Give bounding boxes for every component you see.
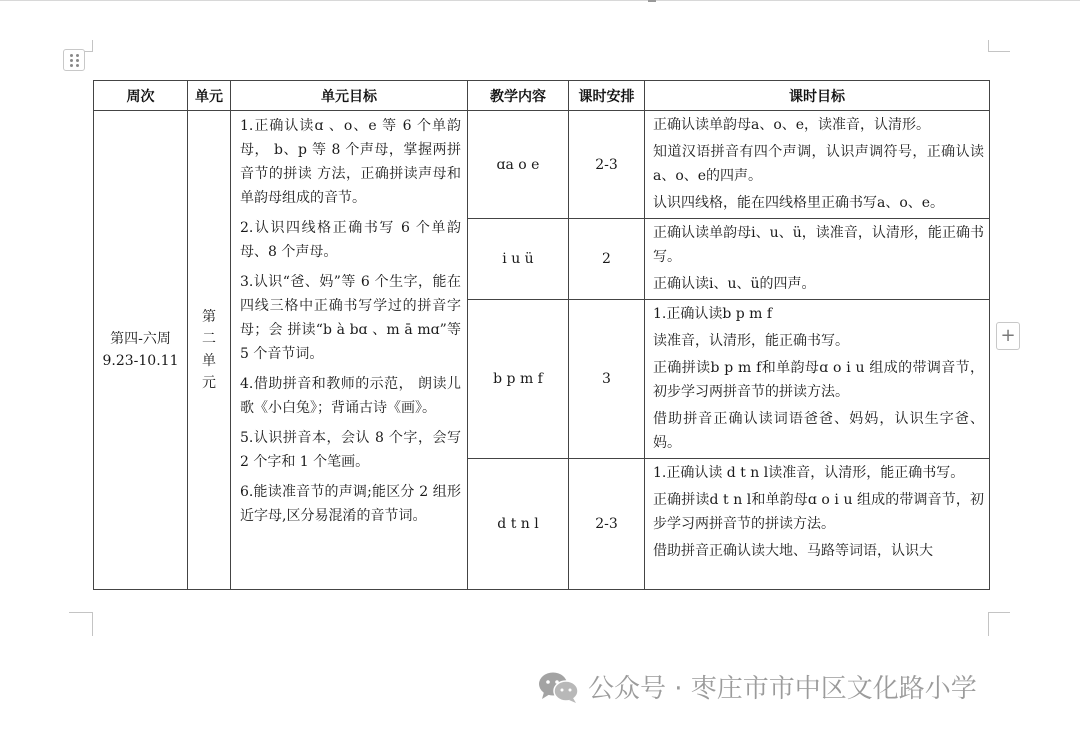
objectives-cell [645,300,990,459]
table-row [94,111,990,219]
page-marker [648,0,656,2]
objective-item: 读准音，认清形，能正确书写。 [653,333,849,349]
crop-mark-top-right-v [988,40,989,52]
crop-mark-bottom-left-v [92,612,93,636]
wechat-icon [538,670,580,704]
objectives-cell [645,219,990,300]
content-cell: i u ü [468,219,569,300]
objective-item: 借助拼音正确认读词语爸爸、妈妈，认识生字爸、妈。 [653,411,984,451]
crop-mark-top-right-h [988,51,1010,52]
hours-cell: 2-3 [569,459,645,590]
objective-item: 正确认读单韵母a、o、e，读准音，认清形。 [653,117,931,133]
header-unit-goals: 单元目标 [231,81,468,111]
week-text: 第四-六周 9.23-10.11 [102,331,179,369]
unit-goal-item: 5.认识拼音本，会认 8 个字，会写 2 个字和 1 个笔画。 [240,430,461,470]
objective-item: 认识四线格，能在四线格里正确书写a、o、e。 [653,195,945,211]
unit-cell [188,111,231,590]
crop-mark-bottom-right-h [988,612,1010,613]
header-content: 教学内容 [468,81,569,111]
content-cell: d t n l [468,459,569,590]
header-week: 周次 [94,81,188,111]
content-cell: ɑa o e [468,111,569,219]
unit-goal-item: 1.正确认读ɑ 、o、e 等 6 个单韵母， b、p 等 8 个声母，掌握两拼音节的拼读 方法，正确拼读声母和单韵母组成的音节。 [240,118,461,206]
watermark [538,668,977,705]
objective-item: 1.正确认读b p m f [653,306,773,322]
objective-item: 正确认读单韵母i、u、ü，读准音，认清形，能正确书写。 [653,225,984,265]
objectives-cell [645,111,990,219]
watermark-text: 公众号 · 枣庄市市中区文化路小学 [588,674,977,704]
unit-goals-cell [231,111,468,590]
hours-cell: 2-3 [569,111,645,219]
content-cell: b p m f [468,300,569,459]
week-cell [94,111,188,590]
objectives-cell [645,459,990,590]
page-top-edge [0,0,1080,1]
objective-item: 正确认读i、u、ü的四声。 [653,276,816,292]
objective-item: 1.正确认读 d t n l读准音，认清形，能正确书写。 [653,465,965,481]
crop-mark-bottom-right-v [988,612,989,636]
unit-goal-item: 3.认识“爸、妈”等 6 个生字，能在四线三格中正确书写学过的拼音字母；会 拼读“b à bɑ 、m ā mɑ”等 5 个音节词。 [240,274,461,362]
crop-mark-bottom-left-h [69,612,93,613]
unit-goal-item: 2.认识四线格正确书写 6 个单韵母、8 个声母。 [240,220,461,260]
unit-goal-item: 4.借助拼音和教师的示范， 朗读儿歌《小白兔》；背诵古诗《画》。 [240,376,461,416]
header-objectives: 课时目标 [645,81,990,111]
table-drag-handle[interactable] [63,49,85,71]
crop-mark-top-left-v [92,40,93,52]
table-header-row [94,81,990,111]
header-hours: 课时安排 [569,81,645,111]
objective-item: 正确拼读b p m f和单韵母ɑ o i u 组成的带调音节，初步学习两拼音节的拼读方法。 [653,360,984,400]
header-unit: 单元 [188,81,231,111]
objective-item: 正确拼读d t n l和单韵母ɑ o i u 组成的带调音节，初步学习两拼音节的拼读方法。 [653,492,984,532]
objective-item: 知道汉语拼音有四个声调，认识声调符号，正确认读a、o、e的四声。 [653,144,984,184]
teaching-plan-table [93,80,990,590]
add-column-button[interactable]: + [996,322,1020,350]
unit-text: 第二单元 [202,309,216,391]
drag-handle-icon [70,54,79,67]
hours-cell: 2 [569,219,645,300]
hours-cell: 3 [569,300,645,459]
unit-goal-item: 6.能读准音节的声调;能区分 2 组形近字母,区分易混淆的音节词。 [240,484,461,524]
objective-item: 借助拼音正确认读大地、马路等词语，认识大 [653,543,933,559]
